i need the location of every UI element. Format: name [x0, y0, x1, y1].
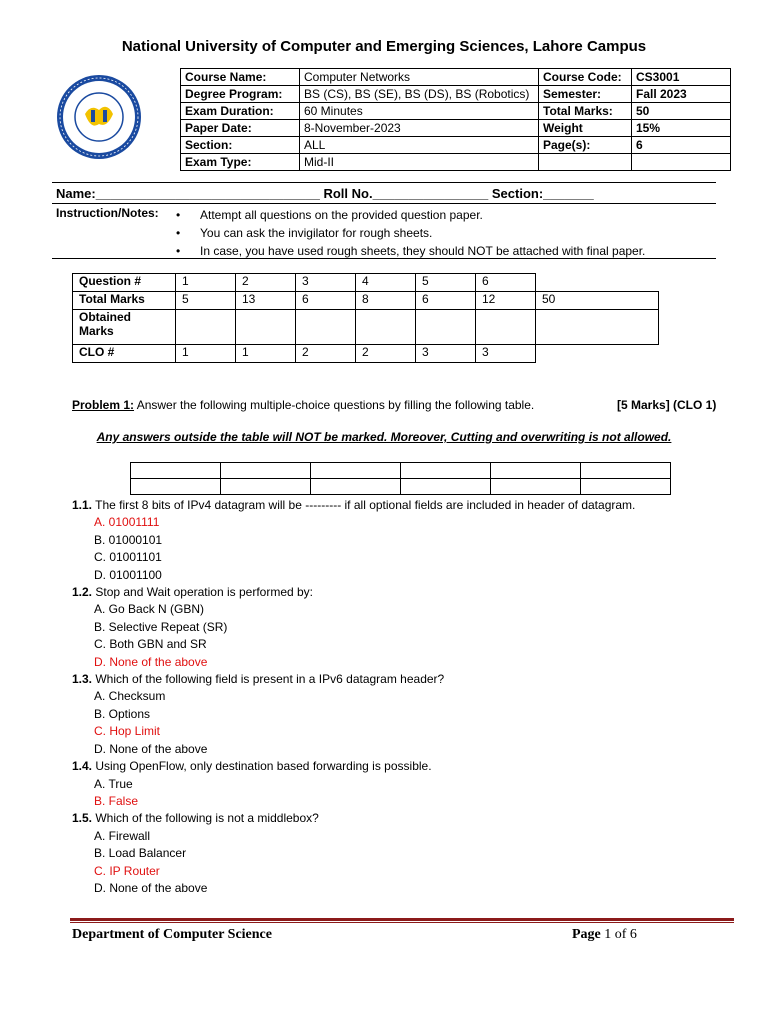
- grand-total: 50: [536, 292, 659, 310]
- marks-table: [72, 273, 659, 363]
- answer-option: C. 01001101: [94, 550, 162, 565]
- info-value: CS3001: [632, 69, 731, 86]
- info-value: Fall 2023: [632, 86, 731, 103]
- answer-option: A. True: [94, 776, 133, 791]
- info-value: Computer Networks: [300, 69, 539, 86]
- info-value: BS (CS), BS (SE), BS (DS), BS (Robotics): [300, 86, 539, 103]
- answer-cell: [401, 479, 491, 495]
- info-row: [181, 120, 731, 137]
- clo-row: CLO # 1 1 2 2 3 3: [73, 345, 659, 363]
- info-label: Exam Type:: [181, 154, 300, 171]
- answer-cell: [221, 463, 311, 479]
- answer-option: D. None of the above: [94, 880, 208, 895]
- answer-table: [130, 462, 671, 495]
- obtained-total-cell: [536, 310, 659, 345]
- question-stem: 1.3. Which of the following field is present in a IPv6 datagram header?: [72, 672, 445, 687]
- info-value: [632, 154, 731, 171]
- info-label: Course Code:: [539, 69, 632, 86]
- page-title: National University of Computer and Emerging Sciences, Lahore Campus: [121, 38, 647, 55]
- footer-page-number: Page 1 of 6: [572, 927, 637, 942]
- info-row: [181, 137, 731, 154]
- answer-option: B. Options: [94, 706, 151, 721]
- answer-option: A. Go Back N (GBN): [94, 602, 205, 617]
- info-value: 8-November-2023: [300, 120, 539, 137]
- info-value: ALL: [300, 137, 539, 154]
- info-label: [539, 154, 632, 171]
- answer-option-marked: A. 01001111: [94, 515, 160, 530]
- instruction-item: • In case, you have used rough sheets, they should NOT be attached with final paper.: [176, 242, 645, 260]
- answer-cell: [311, 479, 401, 495]
- info-label: Degree Program:: [181, 86, 300, 103]
- answer-option: D. 01001100: [94, 567, 162, 582]
- student-details-line: Name:_______________________________ Roll No.________________ Section:_______: [56, 186, 594, 201]
- answer-option: B. Load Balancer: [94, 846, 187, 861]
- footer-rule: [70, 918, 734, 921]
- answer-cell: [131, 479, 221, 495]
- info-label: Total Marks:: [539, 103, 632, 120]
- obtained-cell: [476, 310, 536, 345]
- answer-option-marked: C. Hop Limit: [94, 724, 161, 739]
- info-value: 50: [632, 103, 731, 120]
- problem1-marks: [5 Marks] (CLO 1): [617, 398, 717, 412]
- info-value: 15%: [632, 120, 731, 137]
- answer-cell: [491, 479, 581, 495]
- problem1-warning: Any answers outside the table will NOT be marked. Moreover, Cutting and overwriting is not allowed.: [96, 430, 672, 444]
- footer-rule-thin: [70, 922, 734, 923]
- course-info-table: [180, 68, 731, 171]
- answer-cell: [401, 463, 491, 479]
- question-stem: 1.2. Stop and Wait operation is performed by:: [72, 585, 314, 600]
- info-label: Weight: [539, 120, 632, 137]
- info-value: Mid-II: [300, 154, 539, 171]
- instructions-list: [176, 206, 645, 260]
- answer-cell: [311, 463, 401, 479]
- info-row: [181, 86, 731, 103]
- question-stem: 1.4. Using OpenFlow, only destination based forwarding is possible.: [72, 759, 432, 774]
- info-value: 6: [632, 137, 731, 154]
- info-label: Course Name:: [181, 69, 300, 86]
- answer-cell: [131, 463, 221, 479]
- obtained-cell: [356, 310, 416, 345]
- info-label: Exam Duration:: [181, 103, 300, 120]
- answer-cell: [491, 463, 581, 479]
- question-header: Question #: [73, 274, 176, 292]
- problem1-heading: Problem 1: Answer the following multiple-choice questions by filling the following table.: [72, 398, 535, 412]
- answer-cell: [221, 479, 311, 495]
- question-stem: 1.1. The first 8 bits of IPv4 datagram will be --------- if all optional fields are included in header of datagram.: [72, 498, 636, 512]
- answer-cell: [581, 479, 671, 495]
- info-row: [181, 69, 731, 86]
- obtained-marks-row: Obtained Marks: [73, 310, 659, 345]
- instruction-item: • Attempt all questions on the provided question paper.: [176, 206, 645, 224]
- answer-option: B. 01000101: [94, 532, 163, 547]
- instructions-label: Instruction/Notes:: [56, 206, 159, 220]
- total-marks-row: Total Marks 5 13 6 8 6 12 50: [73, 292, 659, 310]
- answer-option-marked: C. IP Router: [94, 863, 160, 878]
- instruction-item: • You can ask the invigilator for rough sheets.: [176, 224, 645, 242]
- obtained-cell: [416, 310, 476, 345]
- info-label: Paper Date:: [181, 120, 300, 137]
- info-row: [181, 154, 731, 171]
- info-label: Page(s):: [539, 137, 632, 154]
- question-list: [72, 497, 635, 897]
- answer-option: A. Firewall: [94, 828, 151, 843]
- info-label: Semester:: [539, 86, 632, 103]
- obtained-cell: [296, 310, 356, 345]
- question-number-row: Question # 1 2 3 4 5 6: [73, 274, 659, 292]
- footer-department: Department of Computer Science: [72, 927, 272, 942]
- answer-option: D. None of the above: [94, 741, 208, 756]
- answer-option-marked: D. None of the above: [94, 654, 208, 669]
- answer-option: B. Selective Repeat (SR): [94, 619, 228, 634]
- answer-cell: [581, 463, 671, 479]
- university-logo: [55, 70, 143, 164]
- question-stem: 1.5. Which of the following is not a middlebox?: [72, 811, 319, 826]
- obtained-cell: [236, 310, 296, 345]
- obtained-cell: [176, 310, 236, 345]
- answer-option-marked: B. False: [94, 793, 139, 808]
- answer-option: A. Checksum: [94, 689, 166, 704]
- info-label: Section:: [181, 137, 300, 154]
- info-row: [181, 103, 731, 120]
- answer-option: C. Both GBN and SR: [94, 637, 207, 652]
- info-value: 60 Minutes: [300, 103, 539, 120]
